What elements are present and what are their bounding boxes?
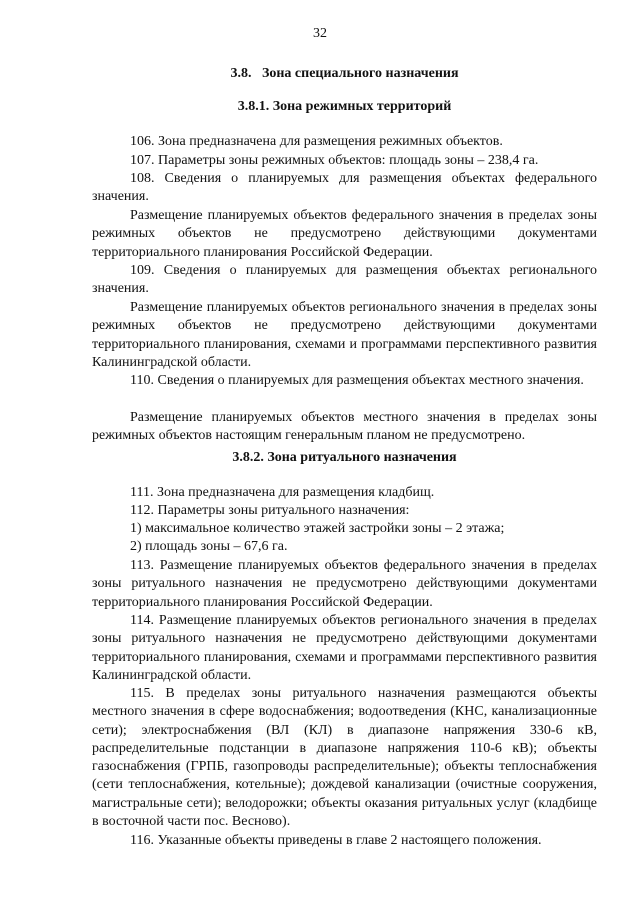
section-title-3-8-2: 3.8.2. Зона ритуального назначения — [232, 450, 457, 465]
paragraph-112-item-1: 1) максимальное количество этажей застройки зоны – 2 этажа; — [130, 521, 505, 536]
paragraph-115: 115. В пределах зоны ритуального назначения размещаются объекты местного значения в сфере водоснабжения; водоотведения (КНС, канализационные сети); электроснабжения (ВЛ (КЛ) в диапазоне напряжения 330-6 кВ, распределительные подстанции в диапазоне напряжения 110-6 кВ); объекты газоснабжения (ГРПБ, газопроводы распределительные); объекты теплоснабжения (сети теплоснабжения, котельные); дождевой канализации (очистные сооружения, магистральные сети); велодорожки; объекты оказания ритуальных услуг (кладбище в восточной части пос. Весново). — [92, 686, 597, 830]
paragraph-112: 112. Параметры зоны ритуального назначения: — [130, 503, 410, 518]
section-title-3-8-1: 3.8.1. Зона режимных территорий — [237, 99, 452, 114]
section-title-3-8: 3.8. Зона специального назначения — [230, 66, 459, 81]
paragraph-107: 107. Параметры зоны режимных объектов: площадь зоны – 238,4 га. — [130, 153, 539, 168]
paragraph-109: 109. Сведения о планируемых для размещения объектах регионального значения. — [92, 263, 597, 297]
paragraph-111: 111. Зона предназначена для размещения кладбищ. — [130, 485, 435, 500]
paragraph-108-text: Размещение планируемых объектов федерального значения в пределах зоны режимных объектов не предусмотрено действующими документами территориального планирования Российской Федерации. — [92, 208, 597, 260]
paragraph-110-text: Размещение планируемых объектов местного значения в пределах зоны режимных объектов настоящим генеральным планом не предусмотрено. — [92, 410, 597, 444]
paragraph-114: 114. Размещение планируемых объектов регионального значения в пределах зоны ритуального назначения не предусмотрено действующими документами территориального планирования, схемами и программами перспективного развития Калининградской области. — [92, 613, 597, 683]
paragraph-113: 113. Размещение планируемых объектов федерального значения в пределах зоны ритуального назначения не предусмотрено действующими документами территориального планирования Российской Федерации. — [92, 558, 597, 610]
page-number: 32 — [313, 26, 327, 41]
paragraph-116: 116. Указанные объекты приведены в главе 2 настоящего положения. — [130, 833, 542, 848]
paragraph-109-text: Размещение планируемых объектов регионального значения в пределах зоны режимных объектов не предусмотрено действующими документами территориального планирования, схемами и программами перспективного развития Калининградской области. — [92, 300, 597, 370]
paragraph-112-item-2: 2) площадь зоны – 67,6 га. — [130, 539, 288, 554]
paragraph-106: 106. Зона предназначена для размещения режимных объектов. — [130, 134, 503, 149]
paragraph-110: 110. Сведения о планируемых для размещения объектах местного значения. — [130, 373, 584, 388]
paragraph-108: 108. Сведения о планируемых для размещения объектах федерального значения. — [92, 171, 597, 205]
